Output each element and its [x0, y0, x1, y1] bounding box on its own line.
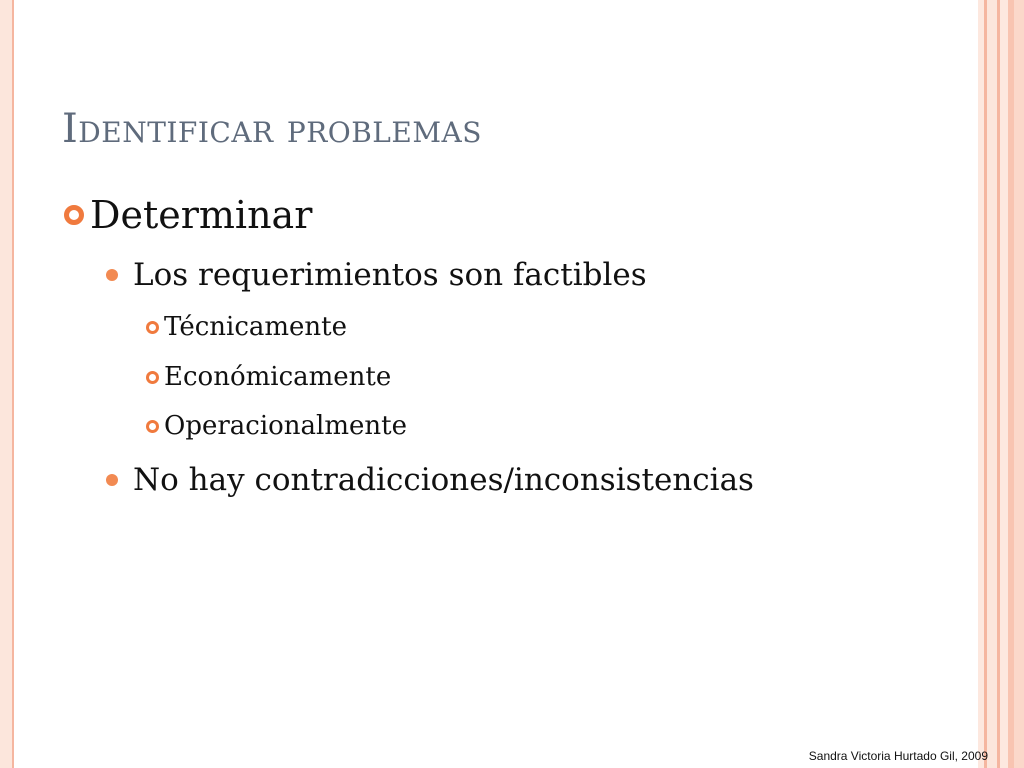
- bullet-text: Determinar: [90, 193, 313, 237]
- left-border-line: [12, 0, 14, 768]
- bullet-text: Los requerimientos son factibles: [133, 257, 647, 293]
- bullet-level1: [64, 192, 312, 238]
- left-border-fill: [0, 0, 12, 768]
- bullet-level2: [106, 255, 647, 295]
- bullet-level3: [146, 409, 407, 443]
- right-border-band: [1014, 0, 1024, 768]
- ring-bullet-icon: [64, 205, 84, 225]
- ring-bullet-icon: [146, 321, 159, 334]
- ring-bullet-icon: [146, 420, 159, 433]
- bullet-text: No hay contradicciones/inconsistencias: [133, 462, 754, 498]
- bullet-text: Técnicamente: [164, 312, 348, 342]
- bullet-level3: [146, 360, 391, 394]
- bullet-level2: [106, 460, 754, 500]
- dot-bullet-icon: [106, 269, 118, 281]
- dot-bullet-icon: [106, 474, 118, 486]
- footer-credit: Sandra Victoria Hurtado Gil, 2009: [808, 749, 988, 763]
- slide-title: Identificar problemas: [62, 106, 482, 152]
- bullet-text: Operacionalmente: [164, 411, 407, 441]
- right-border-band: [1000, 0, 1008, 768]
- right-border-band: [987, 0, 997, 768]
- ring-bullet-icon: [146, 371, 159, 384]
- bullet-level3: [146, 310, 347, 344]
- bullet-text: Económicamente: [164, 362, 392, 392]
